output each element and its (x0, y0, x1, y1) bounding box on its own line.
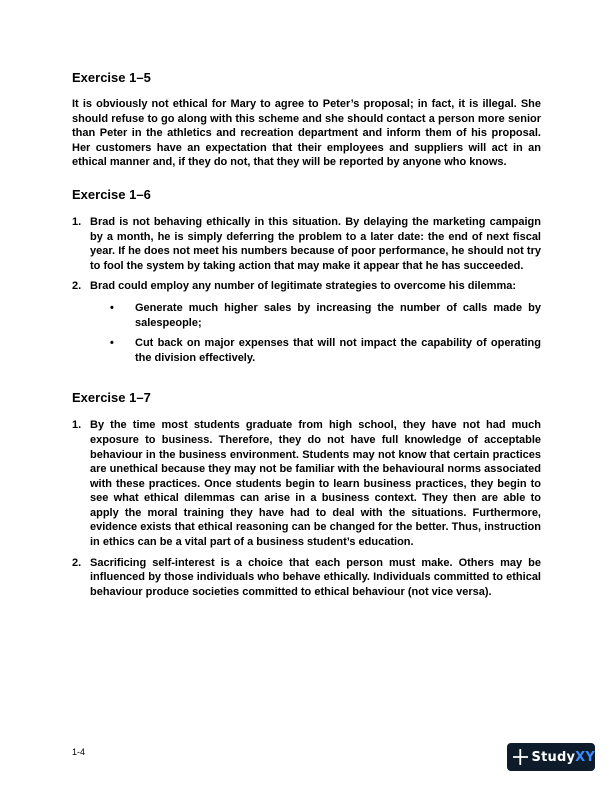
exercise-1-7-section (72, 390, 541, 599)
bullet-item-text: Generate much higher sales by increasing the number of calls made by salespeople; (135, 301, 541, 329)
exercise-1-5-text: It is obviously not ethical for Mary to agree to Peter’s proposal; in fact, it is illegal. She should refuse to go along with this scheme and she should contact a person more senior than Peter in the athletics and recreation department and inform them of his proposal. Her customers have an expectation that their employees and suppliers will act in an ethical manner and, if they do not, that they will be reported by anyone who knows. (72, 98, 541, 169)
list-item-text: By the time most students graduate from high school, they have not had much exposure to business. Therefore, they do not have full knowledge of acceptable behaviour in the business environment. Students may not know that certain practices are unethical because they may not be familiar with the behavioural norms associated with these practices. Once students begin to learn business practices, they begin to see what ethical dilemmas can arise in a business context. They then are able to apply the moral training they have had to deal with the situations. Furthermore, evidence exists that ethical reasoning can be changed for the better. Thus, instruction in ethics can be a vital part of a business student’s education. (90, 419, 541, 549)
exercise-1-5-heading: Exercise 1–5 (72, 70, 151, 85)
document-page (72, 70, 541, 605)
list-item-number: 2. (72, 556, 82, 569)
list-item-text: Brad is not behaving ethically in this situation. By delaying the marketing campaign by a month, he is simply deferring the problem to a later date: the end of next fiscal year. If he does not meet his numbers because of poor performance, he should not try to fool the system by taking action that may make it appear that he has succeeded. (90, 215, 541, 272)
bullet-list (90, 301, 541, 365)
bullet-item (108, 301, 541, 330)
list-item-number: 1. (72, 419, 82, 432)
studyxy-logo[interactable] (507, 743, 595, 771)
page-number: 1-4 (72, 747, 86, 757)
list-item (72, 556, 541, 600)
exercise-1-6-list (72, 215, 541, 365)
logo-text (532, 750, 595, 765)
exercise-1-6-heading: Exercise 1–6 (72, 186, 151, 202)
list-item (72, 279, 541, 365)
exercise-1-7-heading: Exercise 1–7 (72, 390, 151, 406)
list-item-text: Brad could employ any number of legitimate strategies to overcome his dilemma: (90, 280, 517, 293)
list-item-number: 2. (72, 280, 82, 293)
list-item (72, 418, 541, 549)
list-item (72, 215, 541, 273)
list-item-text: Sacrificing self-interest is a choice that each person must make. Others may be influenced by those individuals who behave ethically. Individuals committed to ethical behaviour produce societies committed to ethical behaviour (not vice versa). (90, 556, 541, 598)
exercise-1-5-section (72, 70, 541, 170)
bullet-icon: • (110, 337, 114, 350)
exercise-1-6-section (72, 187, 541, 365)
bullet-item-text: Cut back on major expenses that will not impact the capability of operating the division effectively. (135, 337, 541, 364)
bullet-item (108, 336, 541, 365)
logo-text-main: Study (531, 749, 576, 765)
list-item-number: 1. (72, 215, 82, 228)
logo-text-accent: XY (575, 749, 595, 765)
exercise-1-7-list (72, 418, 541, 599)
bullet-icon: • (110, 301, 114, 314)
plus-star-icon (513, 749, 528, 765)
